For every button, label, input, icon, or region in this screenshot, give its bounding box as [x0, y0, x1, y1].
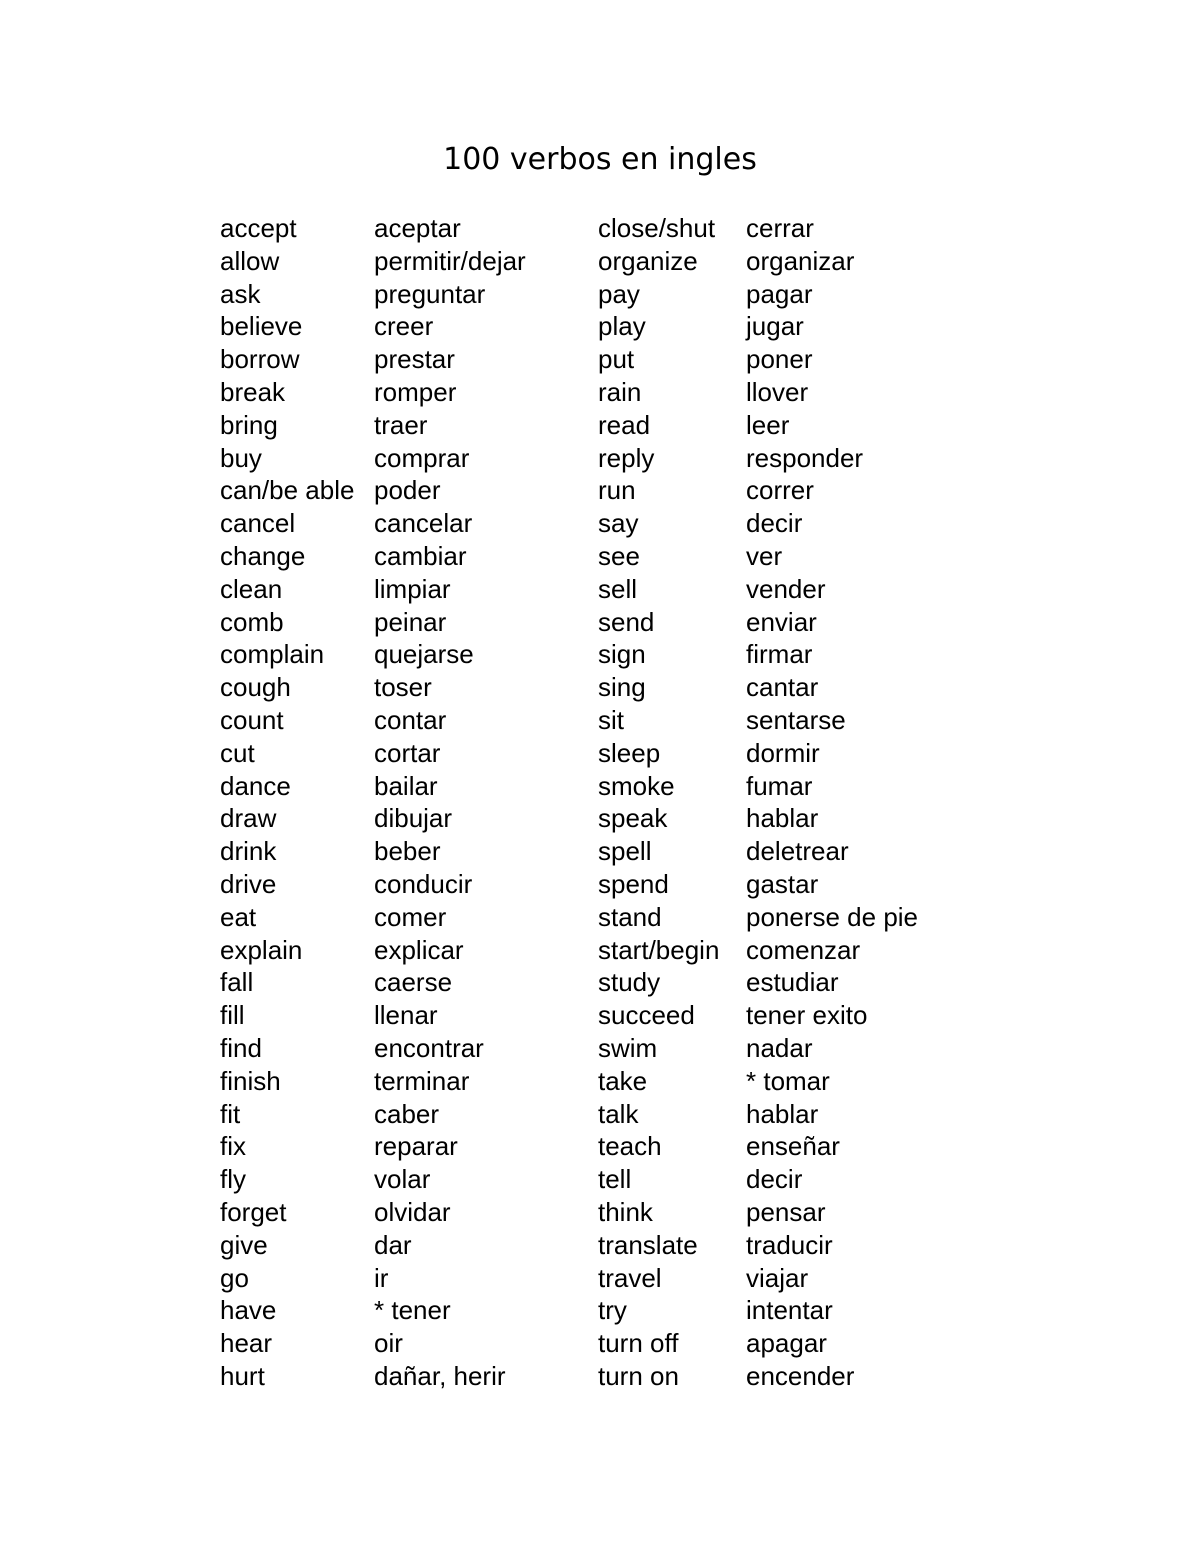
spanish-translation: cantar [746, 672, 819, 703]
spanish-translation: prestar [374, 344, 455, 375]
spanish-translation: firmar [746, 639, 813, 670]
english-verb: start/begin [598, 934, 720, 965]
spanish-translation: poner [746, 344, 813, 375]
table-row [220, 212, 980, 245]
table-row [220, 999, 980, 1032]
english-verb: play [598, 311, 646, 342]
spanish-translation: cortar [374, 737, 441, 768]
table-row [220, 278, 980, 311]
spanish-translation: encontrar [374, 1032, 484, 1063]
spanish-translation: bailar [374, 770, 438, 801]
table-row [220, 901, 980, 934]
table-row [220, 704, 980, 737]
english-verb: go [220, 1262, 249, 1293]
table-row [220, 934, 980, 967]
spanish-translation: enviar [746, 606, 817, 637]
spanish-translation: apagar [746, 1328, 827, 1359]
spanish-translation: cancelar [374, 508, 473, 539]
english-verb: study [598, 967, 661, 998]
english-verb: drive [220, 868, 277, 899]
spanish-translation: * tener [374, 1295, 451, 1326]
english-verb: draw [220, 803, 277, 834]
spanish-translation: jugar [746, 311, 804, 342]
table-row [220, 245, 980, 278]
table-row [220, 606, 980, 639]
spanish-translation: cerrar [746, 213, 814, 243]
spanish-translation: pagar [746, 278, 813, 309]
table-row [220, 1262, 980, 1295]
english-verb: change [220, 540, 306, 571]
spanish-translation: decir [746, 1164, 803, 1195]
english-verb: say [598, 508, 639, 539]
english-verb: turn off [598, 1328, 679, 1359]
table-row [220, 1327, 980, 1360]
table-row [220, 1360, 980, 1393]
english-verb: tell [598, 1164, 632, 1195]
spanish-translation: dormir [746, 737, 820, 768]
spanish-translation: caber [374, 1098, 440, 1129]
spanish-translation: caerse [374, 967, 453, 998]
spanish-translation: intentar [746, 1295, 833, 1326]
english-verb: drink [220, 836, 277, 867]
table-row [220, 442, 980, 475]
english-verb: have [220, 1295, 277, 1326]
spanish-translation: peinar [374, 606, 447, 637]
spanish-translation: quejarse [374, 639, 474, 670]
spanish-translation: correr [746, 475, 814, 506]
english-verb: complain [220, 639, 325, 670]
english-verb: see [598, 540, 640, 571]
english-verb: turn on [598, 1360, 679, 1391]
english-verb: think [598, 1196, 653, 1227]
page-title: 100 verbos en ingles [443, 142, 757, 177]
english-verb: try [598, 1295, 627, 1326]
english-verb: fix [220, 1131, 246, 1162]
table-row [220, 1065, 980, 1098]
table-row [220, 376, 980, 409]
english-verb: break [220, 376, 286, 407]
english-verb: speak [598, 803, 668, 834]
english-verb: allow [220, 245, 280, 276]
spanish-translation: sentarse [746, 704, 846, 735]
table-row [220, 540, 980, 573]
spanish-translation: deletrear [746, 836, 849, 867]
english-verb: stand [598, 901, 662, 932]
english-verb: cut [220, 737, 255, 768]
english-verb: forget [220, 1196, 287, 1227]
english-verb: accept [220, 213, 297, 243]
english-verb: ask [220, 278, 261, 309]
english-verb: bring [220, 409, 278, 440]
spanish-translation: dibujar [374, 803, 453, 834]
english-verb: sleep [598, 737, 661, 768]
spanish-translation: vender [746, 573, 826, 604]
spanish-translation: ponerse de pie [746, 901, 919, 932]
english-verb: eat [220, 901, 257, 932]
spanish-translation: decir [746, 508, 803, 539]
english-verb: hurt [220, 1360, 265, 1391]
table-row [220, 802, 980, 835]
spanish-translation: viajar [746, 1262, 809, 1293]
spanish-translation: hablar [746, 803, 819, 834]
table-row [220, 966, 980, 999]
table-row [220, 409, 980, 442]
spanish-translation: pensar [746, 1196, 826, 1227]
table-row [220, 343, 980, 376]
spanish-translation: traer [374, 409, 428, 440]
english-verb: sell [598, 573, 638, 604]
spanish-translation: comer [374, 901, 447, 932]
spanish-translation: nadar [746, 1032, 813, 1063]
english-verb: rain [598, 376, 642, 407]
spanish-translation: encender [746, 1360, 855, 1391]
english-verb: spell [598, 836, 652, 867]
spanish-translation: creer [374, 311, 434, 342]
english-verb: succeed [598, 1000, 695, 1031]
spanish-translation: preguntar [374, 278, 486, 309]
english-verb: borrow [220, 344, 300, 375]
spanish-translation: terminar [374, 1065, 470, 1096]
english-verb: send [598, 606, 655, 637]
spanish-translation: comprar [374, 442, 470, 473]
table-row [220, 1163, 980, 1196]
spanish-translation: fumar [746, 770, 813, 801]
english-verb: fly [220, 1164, 246, 1195]
spanish-translation: gastar [746, 868, 819, 899]
english-verb: fall [220, 967, 254, 998]
spanish-translation: olvidar [374, 1196, 451, 1227]
table-row [220, 1098, 980, 1131]
table-row [220, 474, 980, 507]
spanish-translation: toser [374, 672, 432, 703]
english-verb: swim [598, 1032, 658, 1063]
spanish-translation: llover [746, 376, 809, 407]
english-verb: take [598, 1065, 648, 1096]
spanish-translation: explicar [374, 934, 464, 965]
spanish-translation: comenzar [746, 934, 861, 965]
table-row [220, 1294, 980, 1327]
spanish-translation: contar [374, 704, 447, 735]
english-verb: buy [220, 442, 262, 473]
spanish-translation: traducir [746, 1229, 833, 1260]
table-row [220, 737, 980, 770]
table-row [220, 507, 980, 540]
table-row [220, 1130, 980, 1163]
spanish-translation: cambiar [374, 540, 467, 571]
spanish-translation: poder [374, 475, 441, 506]
spanish-translation: volar [374, 1164, 431, 1195]
spanish-translation: limpiar [374, 573, 451, 604]
spanish-translation: dañar, herir [374, 1360, 506, 1391]
spanish-translation: organizar [746, 245, 855, 276]
english-verb: dance [220, 770, 291, 801]
table-row [220, 1229, 980, 1262]
spanish-translation: romper [374, 376, 457, 407]
english-verb: organize [598, 245, 698, 276]
english-verb: sign [598, 639, 646, 670]
table-row [220, 868, 980, 901]
english-verb: clean [220, 573, 283, 604]
spanish-translation: dar [374, 1229, 412, 1260]
spanish-translation: beber [374, 836, 441, 867]
english-verb: count [220, 704, 284, 735]
english-verb: give [220, 1229, 268, 1260]
english-verb: comb [220, 606, 284, 637]
spanish-translation: aceptar [374, 213, 461, 243]
english-verb: find [220, 1032, 262, 1063]
english-verb: translate [598, 1229, 698, 1260]
english-verb: put [598, 344, 635, 375]
english-verb: can/be able [220, 475, 355, 506]
english-verb: travel [598, 1262, 662, 1293]
english-verb: believe [220, 311, 303, 342]
table-row [220, 573, 980, 606]
english-verb: read [598, 409, 651, 440]
english-verb: close/shut [598, 213, 716, 243]
table-row [220, 1032, 980, 1065]
english-verb: teach [598, 1131, 662, 1162]
english-verb: fill [220, 1000, 245, 1031]
table-row [220, 835, 980, 868]
spanish-translation: hablar [746, 1098, 819, 1129]
english-verb: sing [598, 672, 646, 703]
english-verb: finish [220, 1065, 281, 1096]
spanish-translation: estudiar [746, 967, 839, 998]
english-verb: sit [598, 704, 624, 735]
english-verb: talk [598, 1098, 639, 1129]
table-row [220, 638, 980, 671]
spanish-translation: llenar [374, 1000, 438, 1031]
spanish-translation: ir [374, 1262, 389, 1293]
english-verb: spend [598, 868, 669, 899]
english-verb: explain [220, 934, 303, 965]
vocabulary-table [220, 212, 980, 1393]
spanish-translation: * tomar [746, 1065, 830, 1096]
table-row [220, 1196, 980, 1229]
spanish-translation: leer [746, 409, 790, 440]
english-verb: smoke [598, 770, 675, 801]
spanish-translation: tener exito [746, 1000, 868, 1031]
table-row [220, 310, 980, 343]
english-verb: reply [598, 442, 655, 473]
english-verb: run [598, 475, 636, 506]
spanish-translation: conducir [374, 868, 473, 899]
spanish-translation: ver [746, 540, 783, 571]
spanish-translation: permitir/dejar [374, 245, 526, 276]
spanish-translation: reparar [374, 1131, 458, 1162]
spanish-translation: enseñar [746, 1131, 840, 1162]
table-row [220, 770, 980, 803]
english-verb: pay [598, 278, 640, 309]
spanish-translation: oir [374, 1328, 403, 1359]
english-verb: hear [220, 1328, 273, 1359]
english-verb: cough [220, 672, 291, 703]
table-row [220, 671, 980, 704]
spanish-translation: responder [746, 442, 864, 473]
english-verb: fit [220, 1098, 241, 1129]
english-verb: cancel [220, 508, 296, 539]
